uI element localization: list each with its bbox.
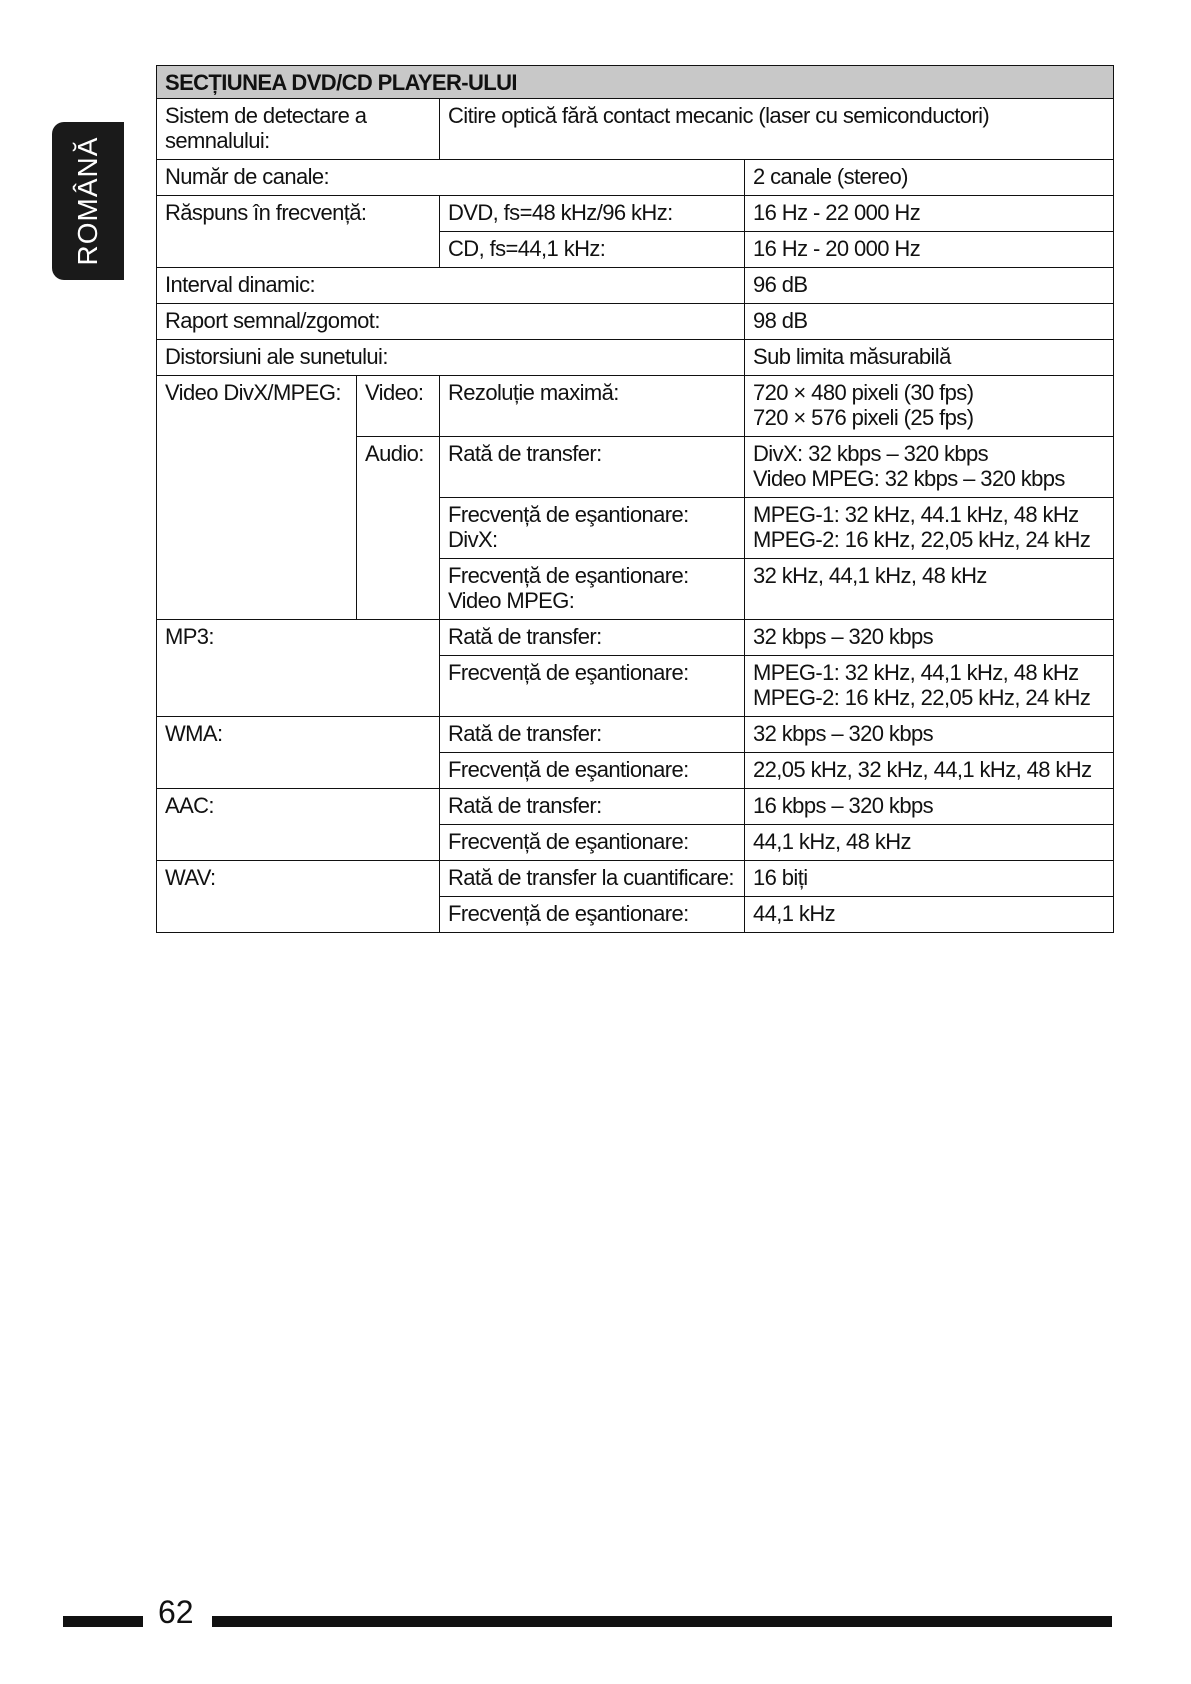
table-row (157, 99, 1114, 160)
table-header-row (157, 66, 1114, 99)
divx-bitrate-label: Rată de transfer: (440, 437, 745, 498)
divx-sampling-value: MPEG-1: 32 kHz, 44.1 kHz, 48 kHz MPEG-2: 16 kHz, 22,05 kHz, 24 kHz (745, 498, 1114, 559)
mpeg-sampling-value: 32 kHz, 44,1 kHz, 48 kHz (745, 559, 1114, 620)
frequency-cd-label: CD, fs=44,1 kHz: (440, 232, 745, 268)
table-row (157, 196, 1114, 232)
wma-sampling-value: 22,05 kHz, 32 kHz, 44,1 kHz, 48 kHz (745, 753, 1114, 789)
channels-value: 2 canale (stereo) (745, 160, 1114, 196)
mp3-bitrate-value: 32 kbps – 320 kbps (745, 620, 1114, 656)
wav-label: WAV: (157, 861, 440, 933)
divx-label: Video DivX/MPEG: (157, 376, 357, 620)
divx-resolution-label: Rezoluție maximă: (440, 376, 745, 437)
mpeg-sampling-label: Frecvență de eşantionare: Video MPEG: (440, 559, 745, 620)
frequency-response-label: Răspuns în frecvență: (157, 196, 440, 268)
table-row (157, 160, 1114, 196)
mp3-bitrate-label: Rată de transfer: (440, 620, 745, 656)
table-row (157, 717, 1114, 753)
signal-detection-label: Sistem de detectare a semnalului: (157, 99, 440, 160)
table-row (157, 861, 1114, 897)
table-row (157, 620, 1114, 656)
wav-quant-label: Rată de transfer la cuantificare: (440, 861, 745, 897)
divx-audio-label: Audio: (357, 437, 440, 620)
mp3-sampling-label: Frecvență de eşantionare: (440, 656, 745, 717)
page-number: 62 (158, 1594, 194, 1630)
wma-bitrate-value: 32 kbps – 320 kbps (745, 717, 1114, 753)
wav-sampling-label: Frecvență de eşantionare: (440, 897, 745, 933)
aac-sampling-value: 44,1 kHz, 48 kHz (745, 825, 1114, 861)
spec-table (156, 65, 1114, 933)
language-tab (52, 122, 124, 280)
wma-bitrate-label: Rată de transfer: (440, 717, 745, 753)
table-row (157, 268, 1114, 304)
frequency-dvd-value: 16 Hz - 22 000 Hz (745, 196, 1114, 232)
wav-sampling-value: 44,1 kHz (745, 897, 1114, 933)
table-row (157, 789, 1114, 825)
dynamic-range-value: 96 dB (745, 268, 1114, 304)
aac-bitrate-value: 16 kbps – 320 kbps (745, 789, 1114, 825)
table-row (157, 376, 1114, 437)
table-row (157, 304, 1114, 340)
divx-resolution-value: 720 × 480 pixeli (30 fps) 720 × 576 pixeli (25 fps) (745, 376, 1114, 437)
wav-quant-value: 16 biți (745, 861, 1114, 897)
wma-label: WMA: (157, 717, 440, 789)
wma-sampling-label: Frecvență de eşantionare: (440, 753, 745, 789)
frequency-dvd-label: DVD, fs=48 kHz/96 kHz: (440, 196, 745, 232)
divx-sampling-label: Frecvență de eşantionare: DivX: (440, 498, 745, 559)
aac-sampling-label: Frecvență de eşantionare: (440, 825, 745, 861)
snr-value: 98 dB (745, 304, 1114, 340)
distortion-label: Distorsiuni ale sunetului: (157, 340, 745, 376)
dynamic-range-label: Interval dinamic: (157, 268, 745, 304)
divx-video-label: Video: (357, 376, 440, 437)
divx-bitrate-value: DivX: 32 kbps – 320 kbps Video MPEG: 32 kbps – 320 kbps (745, 437, 1114, 498)
aac-bitrate-label: Rată de transfer: (440, 789, 745, 825)
channels-label: Număr de canale: (157, 160, 745, 196)
snr-label: Raport semnal/zgomot: (157, 304, 745, 340)
frequency-cd-value: 16 Hz - 20 000 Hz (745, 232, 1114, 268)
distortion-value: Sub limita măsurabilă (745, 340, 1114, 376)
language-tab-label: ROMÂNĂ (72, 136, 103, 266)
aac-label: AAC: (157, 789, 440, 861)
mp3-label: MP3: (157, 620, 440, 717)
table-row (157, 340, 1114, 376)
footer-bar-right (212, 1616, 1112, 1627)
table-header: SECȚIUNEA DVD/CD PLAYER-ULUI (157, 66, 1114, 99)
signal-detection-value: Citire optică fără contact mecanic (laser cu semiconductori) (440, 99, 1114, 160)
mp3-sampling-value: MPEG-1: 32 kHz, 44,1 kHz, 48 kHz MPEG-2: 16 kHz, 22,05 kHz, 24 kHz (745, 656, 1114, 717)
footer-bar-left (63, 1616, 143, 1627)
